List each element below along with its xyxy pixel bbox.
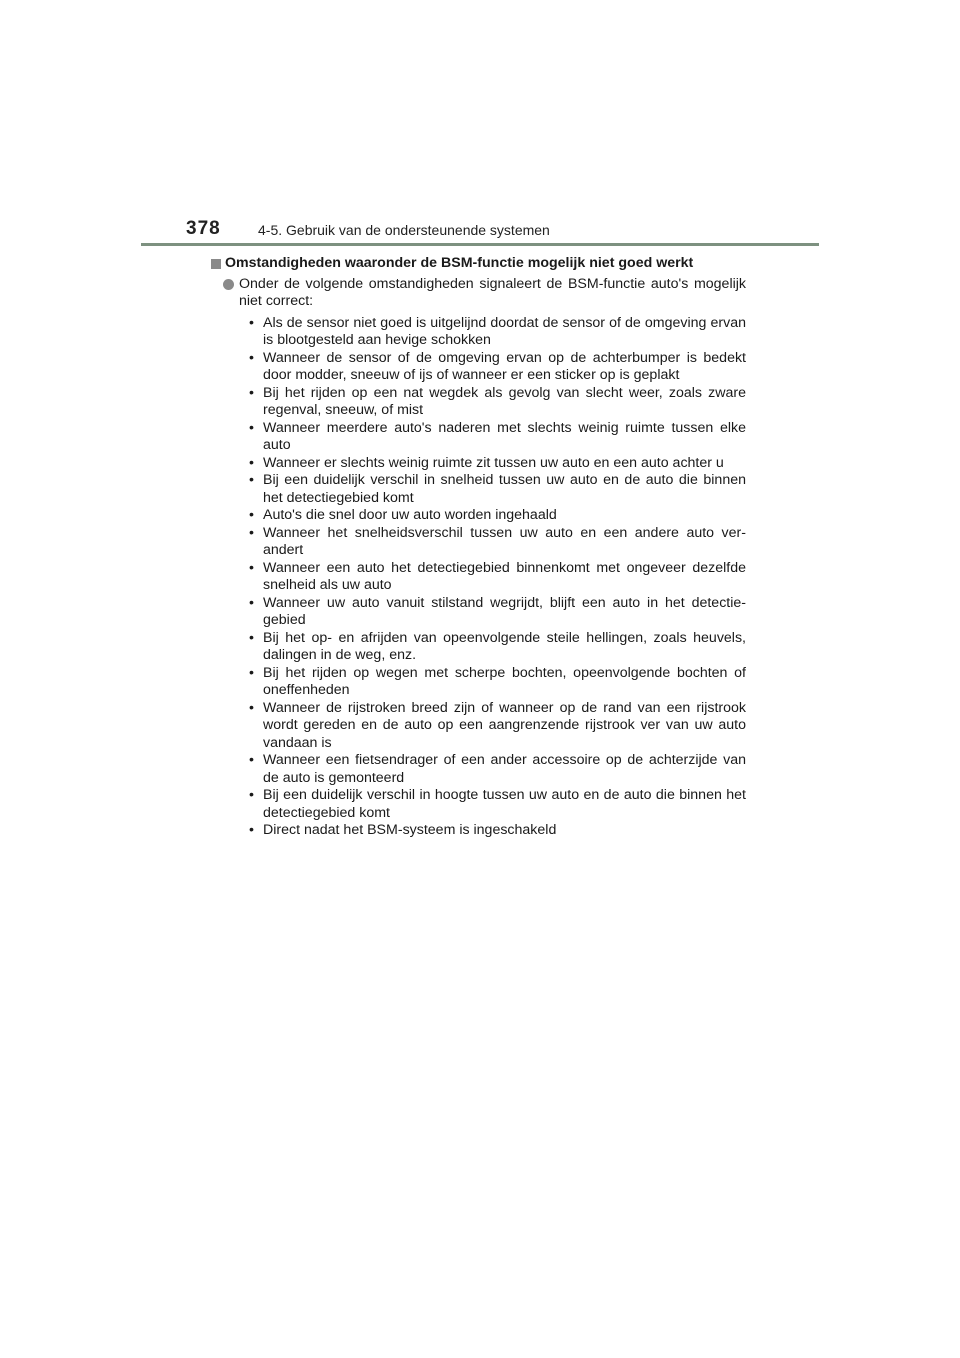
list-item: • Wanneer een auto het detectiegebied binnenkomt met ongeveer dezelfde snelheid als uw auto [249, 560, 746, 595]
list-item: • Bij het rijden op een nat wegdek als gevolg van slecht weer, zoals zware regenval, sneeuw, of mist [249, 385, 746, 420]
list-item: • Bij het rijden op wegen met scherpe bochten, opeenvolgende bochten of oneffenheden [249, 665, 746, 700]
list-item: • Auto's die snel door uw auto worden ingehaald [249, 507, 746, 525]
list-item: • Bij een duidelijk verschil in snelheid tussen uw auto en de auto die binnen het detectiegebied komt [249, 472, 746, 507]
list-item: • Wanneer de rijstroken breed zijn of wanneer op de rand van een rijstrook wordt gereden en de auto op een aangrenzende rijstrook ver van uw auto vandaan is [249, 700, 746, 753]
section-heading-text: Omstandigheden waaronder de BSM-functie mogelijk niet goed werkt [225, 255, 694, 271]
list-item: • Wanneer uw auto vanuit stilstand wegrijdt, blijft een auto in het detectie-gebied [249, 595, 746, 630]
circle-bullet-icon [223, 279, 234, 290]
section-header: 4-5. Gebruik van de ondersteunende systemen [258, 222, 550, 238]
list-item: • Wanneer het snelheidsverschil tussen uw auto en een andere auto ver-andert [249, 525, 746, 560]
list-item: • Als de sensor niet goed is uitgelijnd doordat de sensor of de omgeving ervan is blootgesteld aan hevige schokken [249, 315, 746, 350]
list-item: • Wanneer meerdere auto's naderen met slechts weinig ruimte tussen elke auto [249, 420, 746, 455]
section-heading [211, 255, 746, 273]
list-item: • Bij een duidelijk verschil in hoogte tussen uw auto en de auto die binnen het detectiegebied komt [249, 787, 746, 822]
page-number: 378 [186, 218, 221, 239]
list-item: • Direct nadat het BSM-systeem is ingeschakeld [249, 822, 746, 840]
lead-paragraph [211, 276, 746, 311]
square-bullet-icon [211, 259, 221, 269]
list-item: • Wanneer de sensor of de omgeving ervan op de achterbumper is bedekt door modder, sneeuw of ijs of wanneer er een sticker op is geplakt [249, 350, 746, 385]
main-content [211, 255, 746, 840]
list-item: • Wanneer een fietsendrager of een ander accessoire op de achterzijde van de auto is gemonteerd [249, 752, 746, 787]
lead-text: Onder de volgende omstandigheden signaleert de BSM-functie auto's mogelijk niet correct: [239, 275, 746, 309]
condition-list [211, 315, 746, 840]
list-item: • Wanneer er slechts weinig ruimte zit tussen uw auto en een auto achter u [249, 455, 746, 473]
list-item: • Bij het op- en afrijden van opeenvolgende steile hellingen, zoals heuvels, dalingen in de weg, enz. [249, 630, 746, 665]
header-divider [141, 243, 819, 246]
